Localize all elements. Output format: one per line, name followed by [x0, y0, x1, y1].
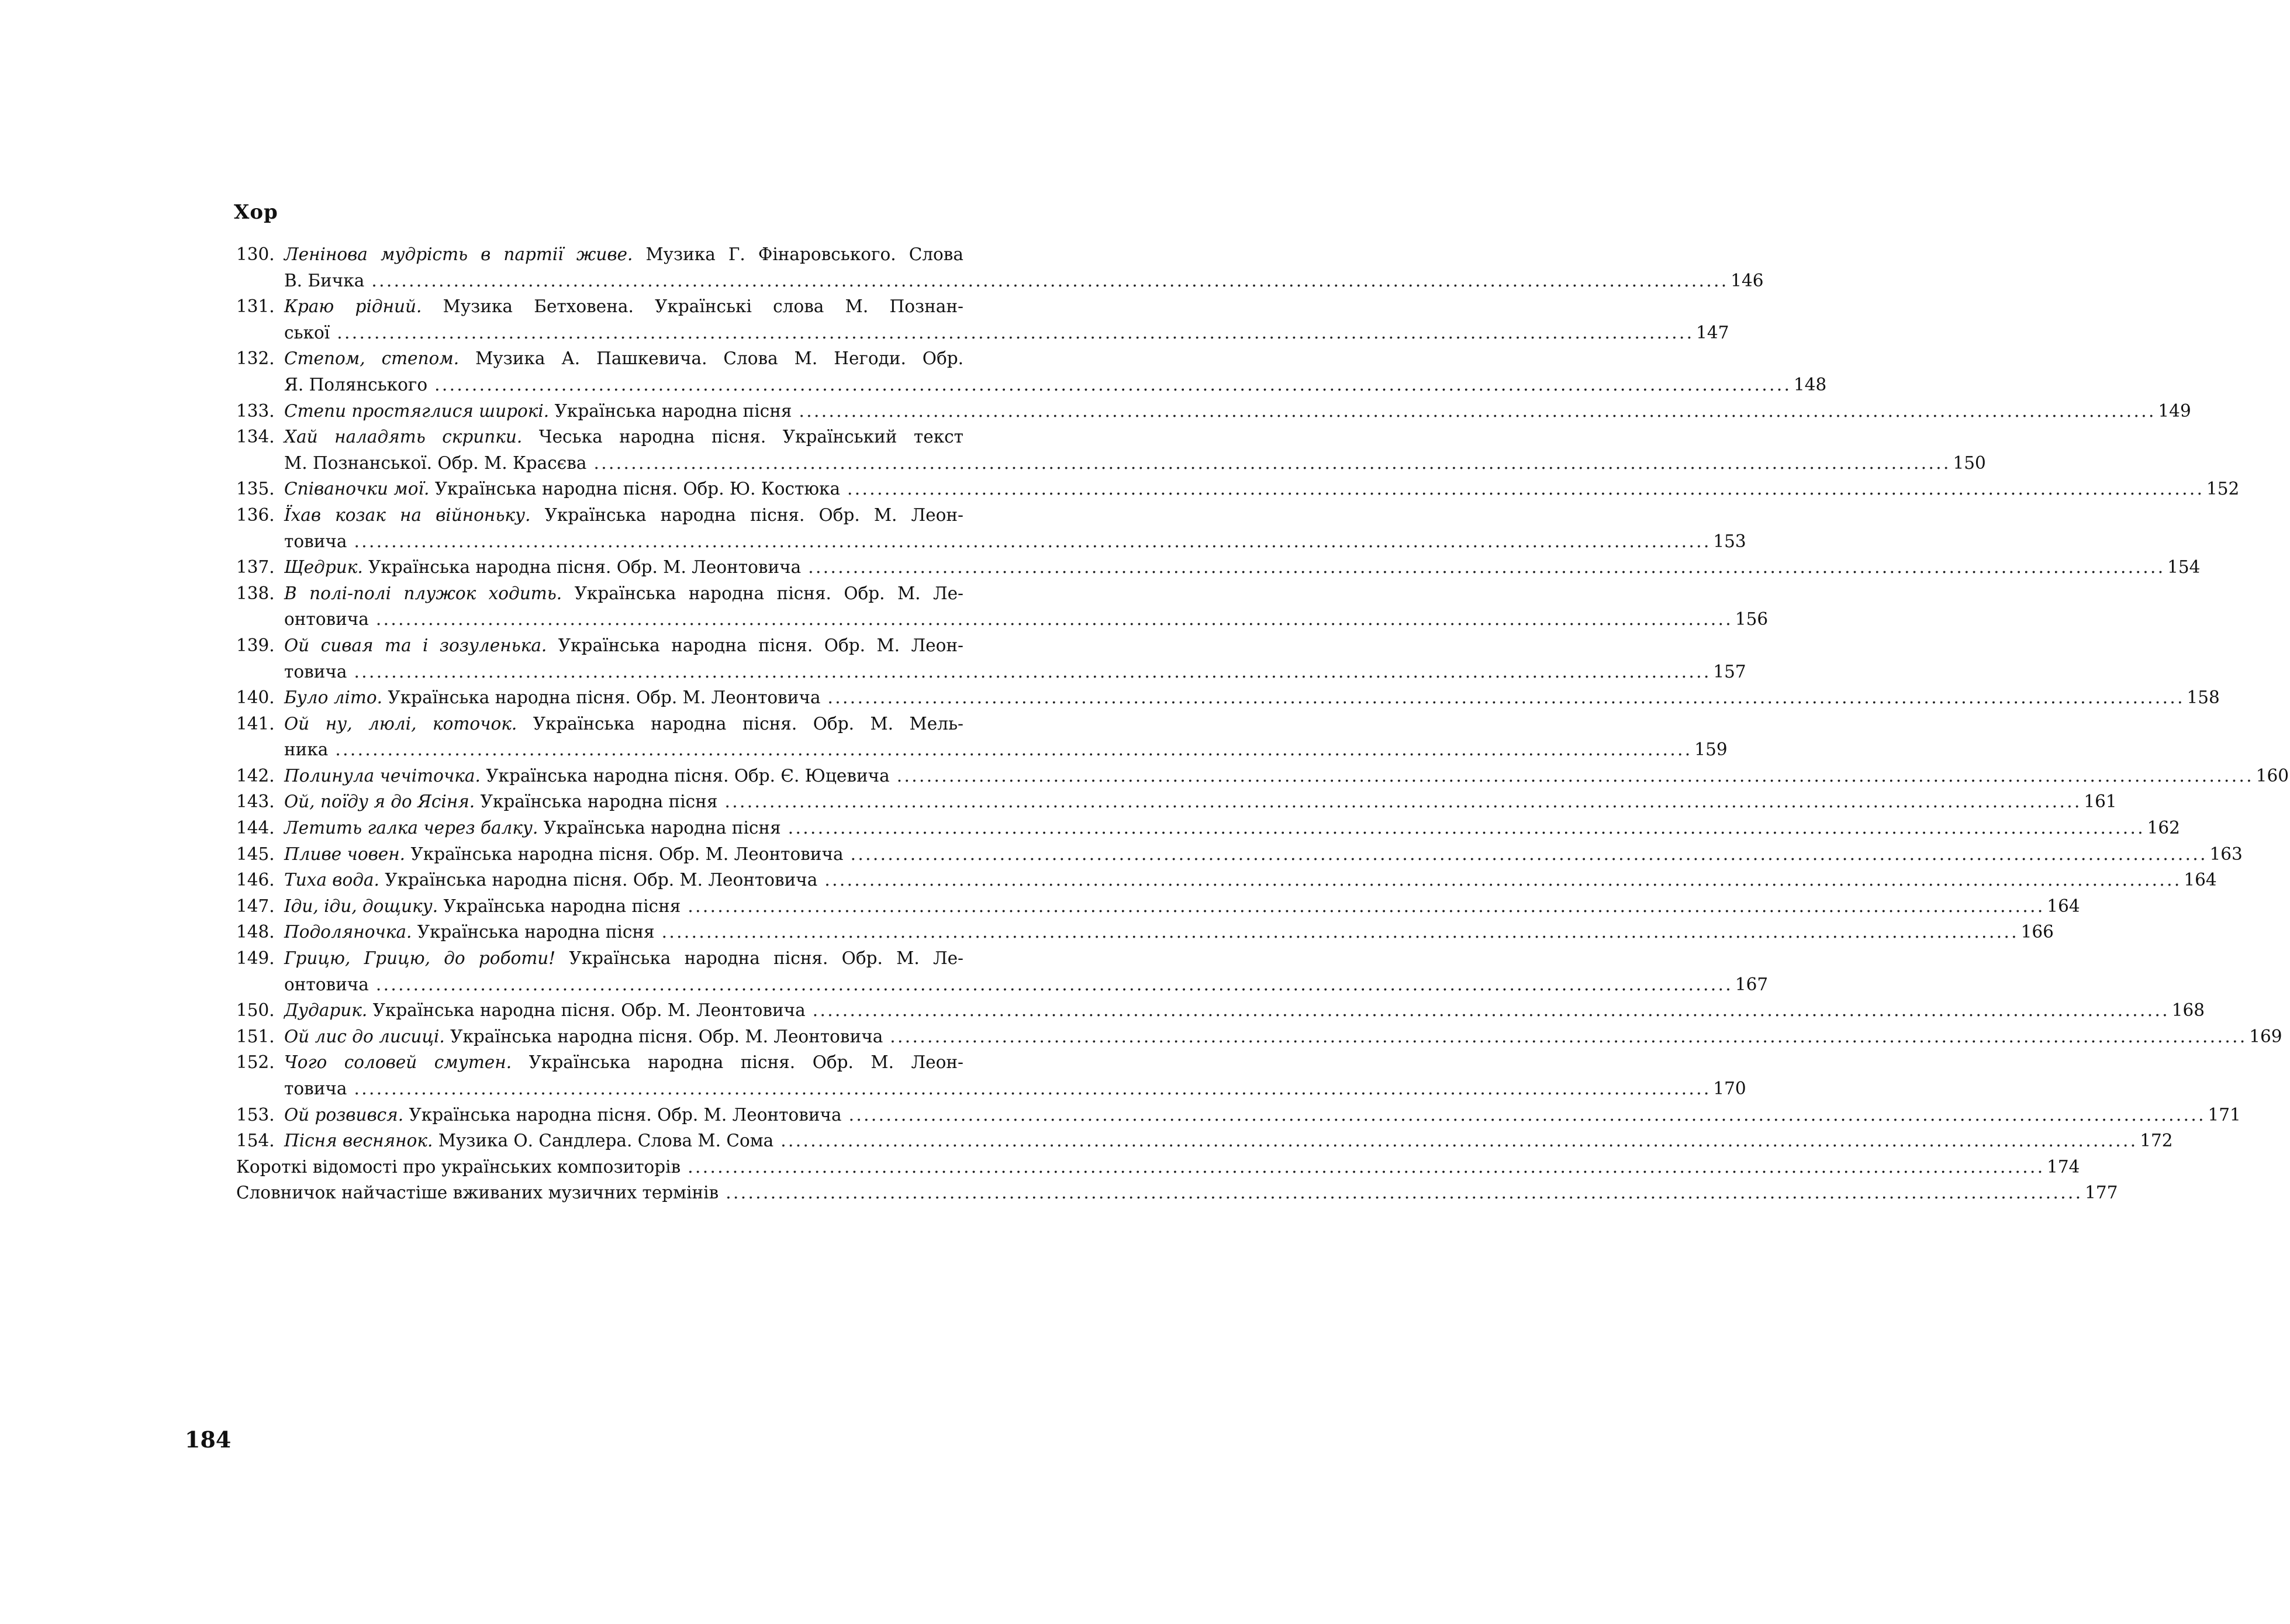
- entry-first-line: [236, 581, 963, 607]
- entry-number: 154.: [236, 1131, 275, 1151]
- toc-entry: [236, 398, 2191, 424]
- entry-number: 134.: [236, 427, 275, 447]
- entry-number: 153.: [236, 1104, 275, 1125]
- entry-line: [236, 1128, 2173, 1154]
- entry-number: 130.: [236, 244, 275, 264]
- entry-text: [284, 685, 821, 711]
- entry-line: [236, 893, 2080, 920]
- dot-leader: [828, 685, 2181, 711]
- entry-text: [284, 1024, 883, 1050]
- entry-continuation-line: [236, 737, 1728, 763]
- dot-leader: [594, 450, 1947, 476]
- entry-text: [284, 476, 840, 502]
- toc-entry: [236, 685, 2220, 711]
- entry-page: 169: [2249, 1026, 2282, 1046]
- entry-number: 147.: [236, 896, 275, 916]
- entry-page: 171: [2208, 1104, 2241, 1125]
- toc-entry: [236, 789, 2117, 815]
- entry-page: 154: [2167, 557, 2201, 578]
- toc-entry: [236, 293, 1729, 345]
- entry-line: [236, 1024, 2282, 1050]
- toc-entry: [236, 241, 1764, 293]
- entry-description: Українська народна пісня: [438, 896, 681, 916]
- appendix-text: Короткі відомості про українських композиторів: [236, 1156, 681, 1177]
- entry-title: Степом, степом.: [284, 348, 460, 369]
- entry-number: 146.: [236, 870, 275, 890]
- entry-continuation: товича: [284, 531, 347, 551]
- entry-title: Хай наладять скрипки.: [284, 427, 523, 447]
- entry-number: 150.: [236, 1000, 275, 1021]
- entry-number: 139.: [236, 635, 275, 655]
- dot-leader: [808, 554, 2161, 581]
- entry-continuation-line: [236, 659, 1746, 685]
- appendix-page: 174: [2047, 1156, 2080, 1177]
- entry-number: 138.: [236, 583, 275, 603]
- dot-leader: [851, 841, 2204, 868]
- toc-entry: [236, 945, 1769, 997]
- entry-line: [236, 789, 2117, 815]
- entry-continuation-line: [236, 528, 1746, 555]
- entry-continuation: М. Познанської. Обр. М. Красєва: [284, 452, 587, 473]
- entry-title: Подоляночка.: [284, 922, 412, 942]
- entry-text: [284, 1128, 773, 1154]
- dot-leader: [354, 1076, 1707, 1102]
- entry-title: Щедрик.: [284, 557, 363, 578]
- entry-number: 151.: [236, 1026, 275, 1046]
- dot-leader: [724, 789, 2078, 815]
- entry-description: Українська народна пісня. Обр. М. Леонтовича: [362, 557, 802, 578]
- dot-leader: [337, 320, 1690, 346]
- entry-number: 142.: [236, 765, 275, 786]
- entry-page: 164: [2184, 870, 2217, 890]
- toc-entry: [236, 345, 1827, 398]
- entry-page: 157: [1713, 661, 1746, 682]
- appendix-text: Словничок найчастіше вживаних музичних термінів: [236, 1183, 719, 1203]
- entry-continuation-line: [236, 606, 1769, 633]
- toc-entry: [236, 867, 2217, 893]
- toc-entry: [236, 711, 1728, 763]
- entry-description: Музика Г. Фінаровського. Слова: [633, 244, 963, 264]
- dot-leader: [335, 737, 1688, 763]
- entry-page: 159: [1694, 740, 1728, 760]
- entry-number: 132.: [236, 348, 275, 369]
- entry-page: 147: [1696, 322, 1729, 343]
- entry-page: 160: [2256, 765, 2289, 786]
- entry-title: Ой лис до лисиці.: [284, 1026, 445, 1046]
- entry-page: 162: [2147, 818, 2180, 838]
- entry-number: 141.: [236, 713, 275, 734]
- entry-title: Ленінова мудрість в партії живе.: [284, 244, 633, 264]
- entry-line: [236, 763, 2289, 789]
- entry-title: Грицю, Грицю, до роботи!: [284, 948, 556, 969]
- toc-entry: [236, 841, 2243, 868]
- entry-number: 148.: [236, 922, 275, 942]
- dot-leader: [662, 919, 2015, 945]
- dot-leader: [799, 398, 2152, 424]
- entry-text: [284, 1102, 842, 1128]
- toc-entry: [236, 1128, 2173, 1154]
- entry-continuation: товича: [284, 1079, 347, 1098]
- dot-leader: [354, 659, 1707, 685]
- entry-description: Українська народна пісня. Обр. М. Леон-: [512, 1052, 963, 1073]
- entry-description: Музика О. Сандлера. Слова М. Сома: [433, 1131, 774, 1151]
- entry-title: Пливе човен.: [284, 844, 406, 864]
- entry-description: Українська народна пісня. Обр. М. Мель-: [517, 713, 963, 734]
- entry-continuation-line: [236, 1076, 1746, 1102]
- dot-leader: [824, 867, 2178, 893]
- entry-title: Ой ну, люлі, коточок.: [284, 713, 517, 734]
- table-of-contents: [236, 241, 2289, 1206]
- entry-description: Музика Бетховена. Українські слова М. Познан-: [422, 296, 963, 317]
- dot-leader: [726, 1180, 2079, 1206]
- entry-description: Українська народна пісня: [412, 922, 655, 942]
- entry-number: 140.: [236, 687, 275, 708]
- entry-title: Краю рідний.: [284, 296, 422, 317]
- toc-entry: [236, 893, 2080, 920]
- dot-leader: [780, 1128, 2134, 1154]
- entry-description: Українська народна пісня: [475, 792, 718, 812]
- entry-title: Ой сивая та і зозуленька.: [284, 635, 547, 655]
- toc-entry: [236, 1024, 2282, 1050]
- entry-description: Українська народна пісня: [538, 818, 781, 838]
- entry-description: Українська народна пісня. Обр. М. Леонтовича: [367, 1000, 806, 1021]
- entry-line: [236, 867, 2217, 893]
- entry-title: Їхав козак на війноньку.: [284, 505, 531, 525]
- entry-continuation-line: [236, 268, 1764, 294]
- dot-leader: [371, 268, 1725, 294]
- dot-leader: [688, 1154, 2041, 1180]
- entry-continuation: онтовича: [284, 974, 369, 994]
- toc-entry: [236, 502, 1746, 554]
- entry-page: 168: [2171, 1000, 2205, 1021]
- entry-page: 149: [2158, 400, 2191, 421]
- entry-line: [236, 398, 2191, 424]
- toc-entry: [236, 554, 2201, 581]
- entry-continuation-line: [236, 972, 1769, 998]
- toc-entry: [236, 919, 2054, 945]
- dot-leader: [897, 763, 2250, 789]
- entry-title: Ой розвився.: [284, 1104, 404, 1125]
- entry-title: В полі-полі плужок ходить.: [284, 583, 562, 603]
- entry-number: 152.: [236, 1052, 275, 1073]
- entry-description: Українська народна пісня. Обр. М. Леонтовича: [382, 687, 821, 708]
- entry-page: 148: [1794, 374, 1827, 395]
- entry-line: [236, 815, 2180, 841]
- entry-page: 164: [2047, 896, 2080, 916]
- entry-page: 161: [2084, 792, 2117, 812]
- entry-description: Українська народна пісня. Обр. М. Леонтовича: [403, 1104, 842, 1125]
- entry-page: 152: [2206, 479, 2240, 499]
- entry-page: 166: [2020, 922, 2054, 942]
- toc-appendix-entry: [236, 1154, 2080, 1180]
- entry-line: [236, 997, 2205, 1024]
- entry-first-line: [236, 293, 963, 320]
- dot-leader: [434, 372, 1788, 398]
- entry-first-line: [236, 502, 963, 528]
- entry-line: [236, 841, 2243, 868]
- appendix-line: [236, 1180, 2118, 1206]
- entry-continuation: Я. Полянського: [284, 374, 428, 395]
- dot-leader: [847, 476, 2201, 502]
- entry-description: Українська народна пісня. Обр. М. Ле-: [555, 948, 963, 969]
- entry-continuation: товича: [284, 661, 347, 682]
- entry-title: Ой, поїду я до Ясіня.: [284, 792, 475, 812]
- dot-leader: [788, 815, 2142, 841]
- entry-page: 153: [1713, 531, 1746, 551]
- dot-leader: [376, 972, 1729, 998]
- entry-line: [236, 685, 2220, 711]
- entry-first-line: [236, 424, 963, 450]
- entry-first-line: [236, 241, 963, 268]
- entry-page: 156: [1735, 609, 1769, 630]
- entry-text: [284, 997, 806, 1024]
- entry-number: 137.: [236, 557, 275, 578]
- entry-continuation-line: [236, 372, 1827, 398]
- entry-continuation-line: [236, 320, 1729, 346]
- dot-leader: [890, 1024, 2243, 1050]
- entry-line: [236, 476, 2240, 502]
- entry-continuation: ника: [284, 740, 329, 760]
- entry-title: Пісня веснянок.: [284, 1131, 433, 1151]
- entry-title: Летить галка через балку.: [284, 818, 538, 838]
- entry-continuation: ської: [284, 322, 330, 343]
- entry-number: 133.: [236, 400, 275, 421]
- entry-first-line: [236, 945, 963, 972]
- entry-text: [284, 893, 681, 920]
- entry-first-line: [236, 633, 963, 659]
- entry-description: Українська народна пісня. Обр. М. Леон-: [547, 635, 963, 655]
- entry-description: Чеська народна пісня. Український текст: [522, 427, 963, 447]
- toc-entry: [236, 815, 2180, 841]
- entry-line: [236, 1102, 2241, 1128]
- entry-text: [284, 554, 801, 581]
- toc-appendix-entry: [236, 1180, 2118, 1206]
- entry-text: [284, 841, 844, 868]
- toc-entry: [236, 424, 1986, 476]
- entry-description: Українська народна пісня: [549, 400, 792, 421]
- entry-first-line: [236, 711, 963, 737]
- entry-title: Полинула чечіточка.: [284, 765, 481, 786]
- entry-page: 158: [2187, 687, 2220, 708]
- toc-entry: [236, 997, 2205, 1024]
- dot-leader: [849, 1102, 2202, 1128]
- appendix-page: 177: [2085, 1183, 2118, 1203]
- entry-description: Музика А. Пашкевича. Слова М. Негоди. Обр.: [459, 348, 963, 369]
- entry-line: [236, 554, 2201, 581]
- entry-page: 167: [1735, 974, 1769, 994]
- section-title: Хор: [234, 201, 278, 224]
- entry-page: 163: [2209, 844, 2243, 864]
- entry-text: [284, 398, 792, 424]
- toc-entry: [236, 1102, 2241, 1128]
- entry-page: 146: [1731, 270, 1764, 291]
- entry-text: [284, 763, 890, 789]
- entry-title: Тиха вода.: [284, 870, 379, 890]
- appendix-line: [236, 1154, 2080, 1180]
- dot-leader: [688, 893, 2041, 920]
- entry-title: Степи простяглися широкі.: [284, 400, 550, 421]
- entry-continuation: В. Бичка: [284, 270, 365, 291]
- toc-entry: [236, 581, 1769, 633]
- toc-entry: [236, 1049, 1746, 1101]
- entry-title: Іди, іди, дощику.: [284, 896, 438, 916]
- entry-description: Українська народна пісня. Обр. М. Леонтовича: [405, 844, 844, 864]
- entry-title: Було літо.: [284, 687, 383, 708]
- entry-first-line: [236, 345, 963, 372]
- entry-title: Співаночки мої.: [284, 479, 430, 499]
- entry-line: [236, 919, 2054, 945]
- entry-description: Українська народна пісня. Обр. Є. Юцевича: [480, 765, 890, 786]
- entry-number: 144.: [236, 818, 275, 838]
- entry-number: 145.: [236, 844, 275, 864]
- page-number: 184: [185, 1426, 232, 1453]
- toc-entry: [236, 476, 2240, 502]
- entry-description: Українська народна пісня. Обр. М. Леон-: [530, 505, 963, 525]
- entry-text: [284, 867, 817, 893]
- entry-title: Дударик.: [284, 1000, 368, 1021]
- toc-entry: [236, 633, 1746, 685]
- entry-continuation: онтовича: [284, 609, 369, 630]
- entry-continuation-line: [236, 450, 1986, 476]
- entry-number: 143.: [236, 792, 275, 812]
- entry-number: 136.: [236, 505, 275, 525]
- entry-first-line: [236, 1049, 963, 1076]
- entry-text: [284, 919, 655, 945]
- entry-page: 170: [1713, 1079, 1746, 1098]
- entry-description: Українська народна пісня. Обр. М. Леонтовича: [379, 870, 818, 890]
- entry-description: Українська народна пісня. Обр. М. Леонтовича: [444, 1026, 883, 1046]
- entry-title: Чого соловей смутен.: [284, 1052, 512, 1073]
- entry-text: [284, 789, 717, 815]
- entry-text: [284, 815, 781, 841]
- entry-number: 135.: [236, 479, 275, 499]
- dot-leader: [354, 528, 1707, 555]
- entry-number: 131.: [236, 296, 275, 317]
- entry-page: 172: [2140, 1131, 2173, 1151]
- dot-leader: [376, 606, 1729, 633]
- entry-description: Українська народна пісня. Обр. М. Ле-: [562, 583, 964, 603]
- dot-leader: [813, 997, 2166, 1024]
- entry-number: 149.: [236, 948, 275, 969]
- entry-description: Українська народна пісня. Обр. Ю. Костюка: [429, 479, 841, 499]
- entry-page: 150: [1953, 452, 1986, 473]
- toc-entry: [236, 763, 2289, 789]
